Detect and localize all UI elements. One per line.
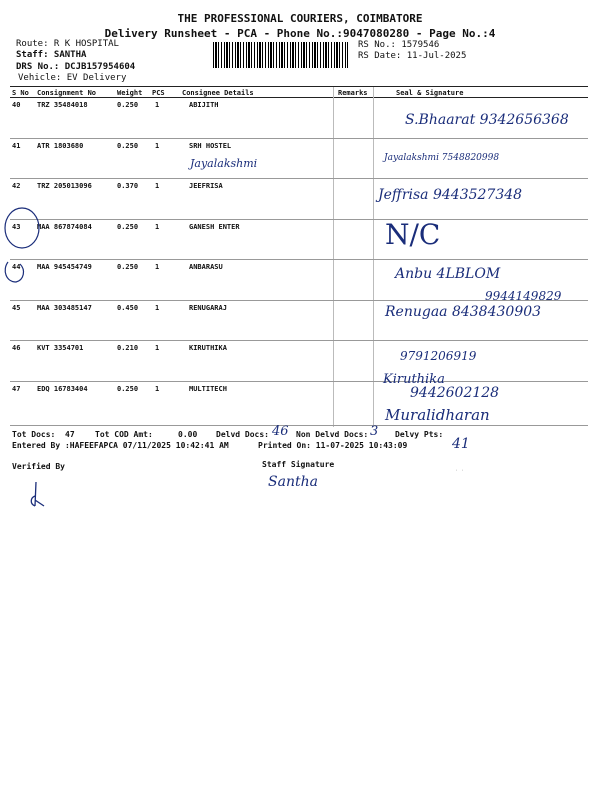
row-weight: 0.370 [117, 182, 139, 190]
col-seal-signature: Seal & Signature [396, 89, 464, 97]
circle-annotations [0, 200, 48, 290]
row-pcs: 1 [155, 101, 160, 109]
signature-row-40: S.Bhaarat 9342656368 [405, 112, 569, 128]
signature-row-45: Renugaa 8438430903 [385, 304, 542, 320]
signature-row-46: Kiruthika [383, 372, 445, 387]
delvy-pts-label: Delvy Pts: [395, 430, 444, 439]
row-weight: 0.250 [117, 141, 139, 150]
col-consignee: Consignee Details [182, 89, 254, 97]
table-top-rule [10, 86, 588, 87]
row-divider [10, 138, 588, 139]
row-pcs: 1 [155, 303, 160, 312]
row-consignee: RENUGARAJ [189, 303, 227, 312]
vehicle: Vehicle: EV Delivery [18, 73, 127, 83]
rs-number: RS No.: 1579546 [358, 40, 440, 50]
row-weight: 0.250 [117, 101, 139, 109]
staff: Staff: SANTHA [16, 50, 87, 60]
delvy-pts-value: 41 [452, 436, 470, 452]
row-consignee: SRH HOSTEL [189, 141, 232, 150]
tot-docs-label: Tot Docs: [12, 430, 56, 439]
col-pcs: PCS [152, 89, 165, 97]
signature-row-47: Muralidharan [385, 406, 490, 424]
verifier-signature [28, 480, 48, 510]
row-consignee: MULTITECH [189, 384, 227, 393]
rs-date: RS Date: 11-Jul-2025 [358, 51, 467, 61]
row-consignee: ABIJITH [189, 101, 219, 109]
row-sno: 45 [12, 303, 21, 312]
row-consignment: KVT 3354701 [37, 344, 84, 352]
row-sno: 40 [12, 101, 21, 109]
row-pcs: 1 [155, 384, 160, 393]
row-pcs: 1 [155, 344, 160, 352]
scan-mark: · · [455, 468, 465, 474]
row-divider [10, 381, 588, 382]
row-consignment: MAA 867874084 [37, 222, 92, 231]
row-sno: 43 [12, 222, 21, 231]
row-sno: 47 [12, 384, 21, 393]
signature-row-42: Jeffrisa 9443527348 [378, 187, 523, 203]
barcode [213, 42, 348, 68]
consignee-handwriting-41: Jayalakshmi [190, 157, 258, 170]
signature-row-46-phone: 9791206919 [400, 349, 477, 363]
row-weight: 0.250 [117, 263, 139, 271]
tot-cod-label: Tot COD Amt: [95, 430, 153, 439]
table-bottom-rule [10, 425, 588, 426]
col-consignment: Consignment No [37, 89, 97, 97]
signature-row-44: Anbu 4LBLOM [395, 266, 501, 282]
row-consignment: MAA 303485147 [37, 303, 92, 312]
signature-row-43: N/C [385, 218, 441, 251]
row-weight: 0.250 [117, 222, 139, 231]
signature-row-47-phone: 9442602128 [410, 385, 500, 401]
row-sno: 44 [12, 263, 21, 271]
header-rule [10, 97, 588, 98]
row-consignment: ATR 1803680 [37, 141, 84, 150]
document-subtitle: Delivery Runsheet - PCA - Phone No.:9047080280 - Page No.:4 [104, 27, 496, 40]
staff-signature-label: Staff Signature [262, 460, 335, 469]
row-sno: 46 [12, 344, 21, 352]
col-remarks: Remarks [338, 89, 368, 97]
verified-by-label: Verified By [12, 462, 65, 471]
signature-row-41: Jayalakshmi 7548820998 [384, 153, 500, 163]
document-title: THE PROFESSIONAL COURIERS, COIMBATORE [177, 12, 423, 25]
row-divider [10, 219, 588, 220]
printed-on: Printed On: 11-07-2025 10:43:09 [258, 441, 408, 450]
row-pcs: 1 [155, 141, 160, 150]
non-delvd-docs-label: Non Delvd Docs: [296, 430, 369, 439]
drs-number: DRS No.: DCJB157954604 [16, 62, 136, 72]
delvd-docs-value: 46 [272, 424, 289, 439]
row-consignment: EDQ 16783404 [37, 384, 88, 393]
circle-mark-43 [5, 208, 39, 248]
row-weight: 0.450 [117, 303, 139, 312]
row-divider [10, 178, 588, 179]
row-consignee: KIRUTHIKA [189, 344, 227, 352]
row-consignment: TRZ 35484018 [37, 101, 88, 109]
row-sno: 42 [12, 182, 21, 190]
staff-signature: Santha [268, 474, 318, 490]
row-weight: 0.250 [117, 384, 139, 393]
route: Route: R K HOSPITAL [16, 39, 119, 49]
col-weight: Weight [117, 89, 143, 97]
row-divider [10, 340, 588, 341]
entered-by: Entered By :HAFEEFAPCA 07/11/2025 10:42:41 AM [12, 441, 229, 450]
circle-mark-44 [5, 262, 23, 282]
row-sno: 41 [12, 141, 21, 150]
row-consignment: MAA 945454749 [37, 263, 92, 271]
row-pcs: 1 [155, 222, 160, 231]
tot-docs-value: 47 [65, 430, 75, 439]
row-weight: 0.210 [117, 344, 139, 352]
row-pcs: 1 [155, 263, 160, 271]
row-divider [10, 259, 588, 260]
row-consignee: ANBARASU [189, 263, 223, 271]
row-pcs: 1 [155, 182, 160, 190]
row-consignee: JEEFRISA [189, 182, 223, 190]
row-consignee: GANESH ENTER [189, 222, 240, 231]
row-consignment: TRZ 205013096 [37, 182, 92, 190]
non-delvd-docs-value: 3 [370, 424, 379, 439]
col-sno: S No [12, 89, 29, 97]
signature-row-45-phone: 9944149829 [485, 289, 562, 303]
delvd-docs-label: Delvd Docs: [216, 430, 269, 439]
tot-cod-value: 0.00 [178, 430, 198, 439]
